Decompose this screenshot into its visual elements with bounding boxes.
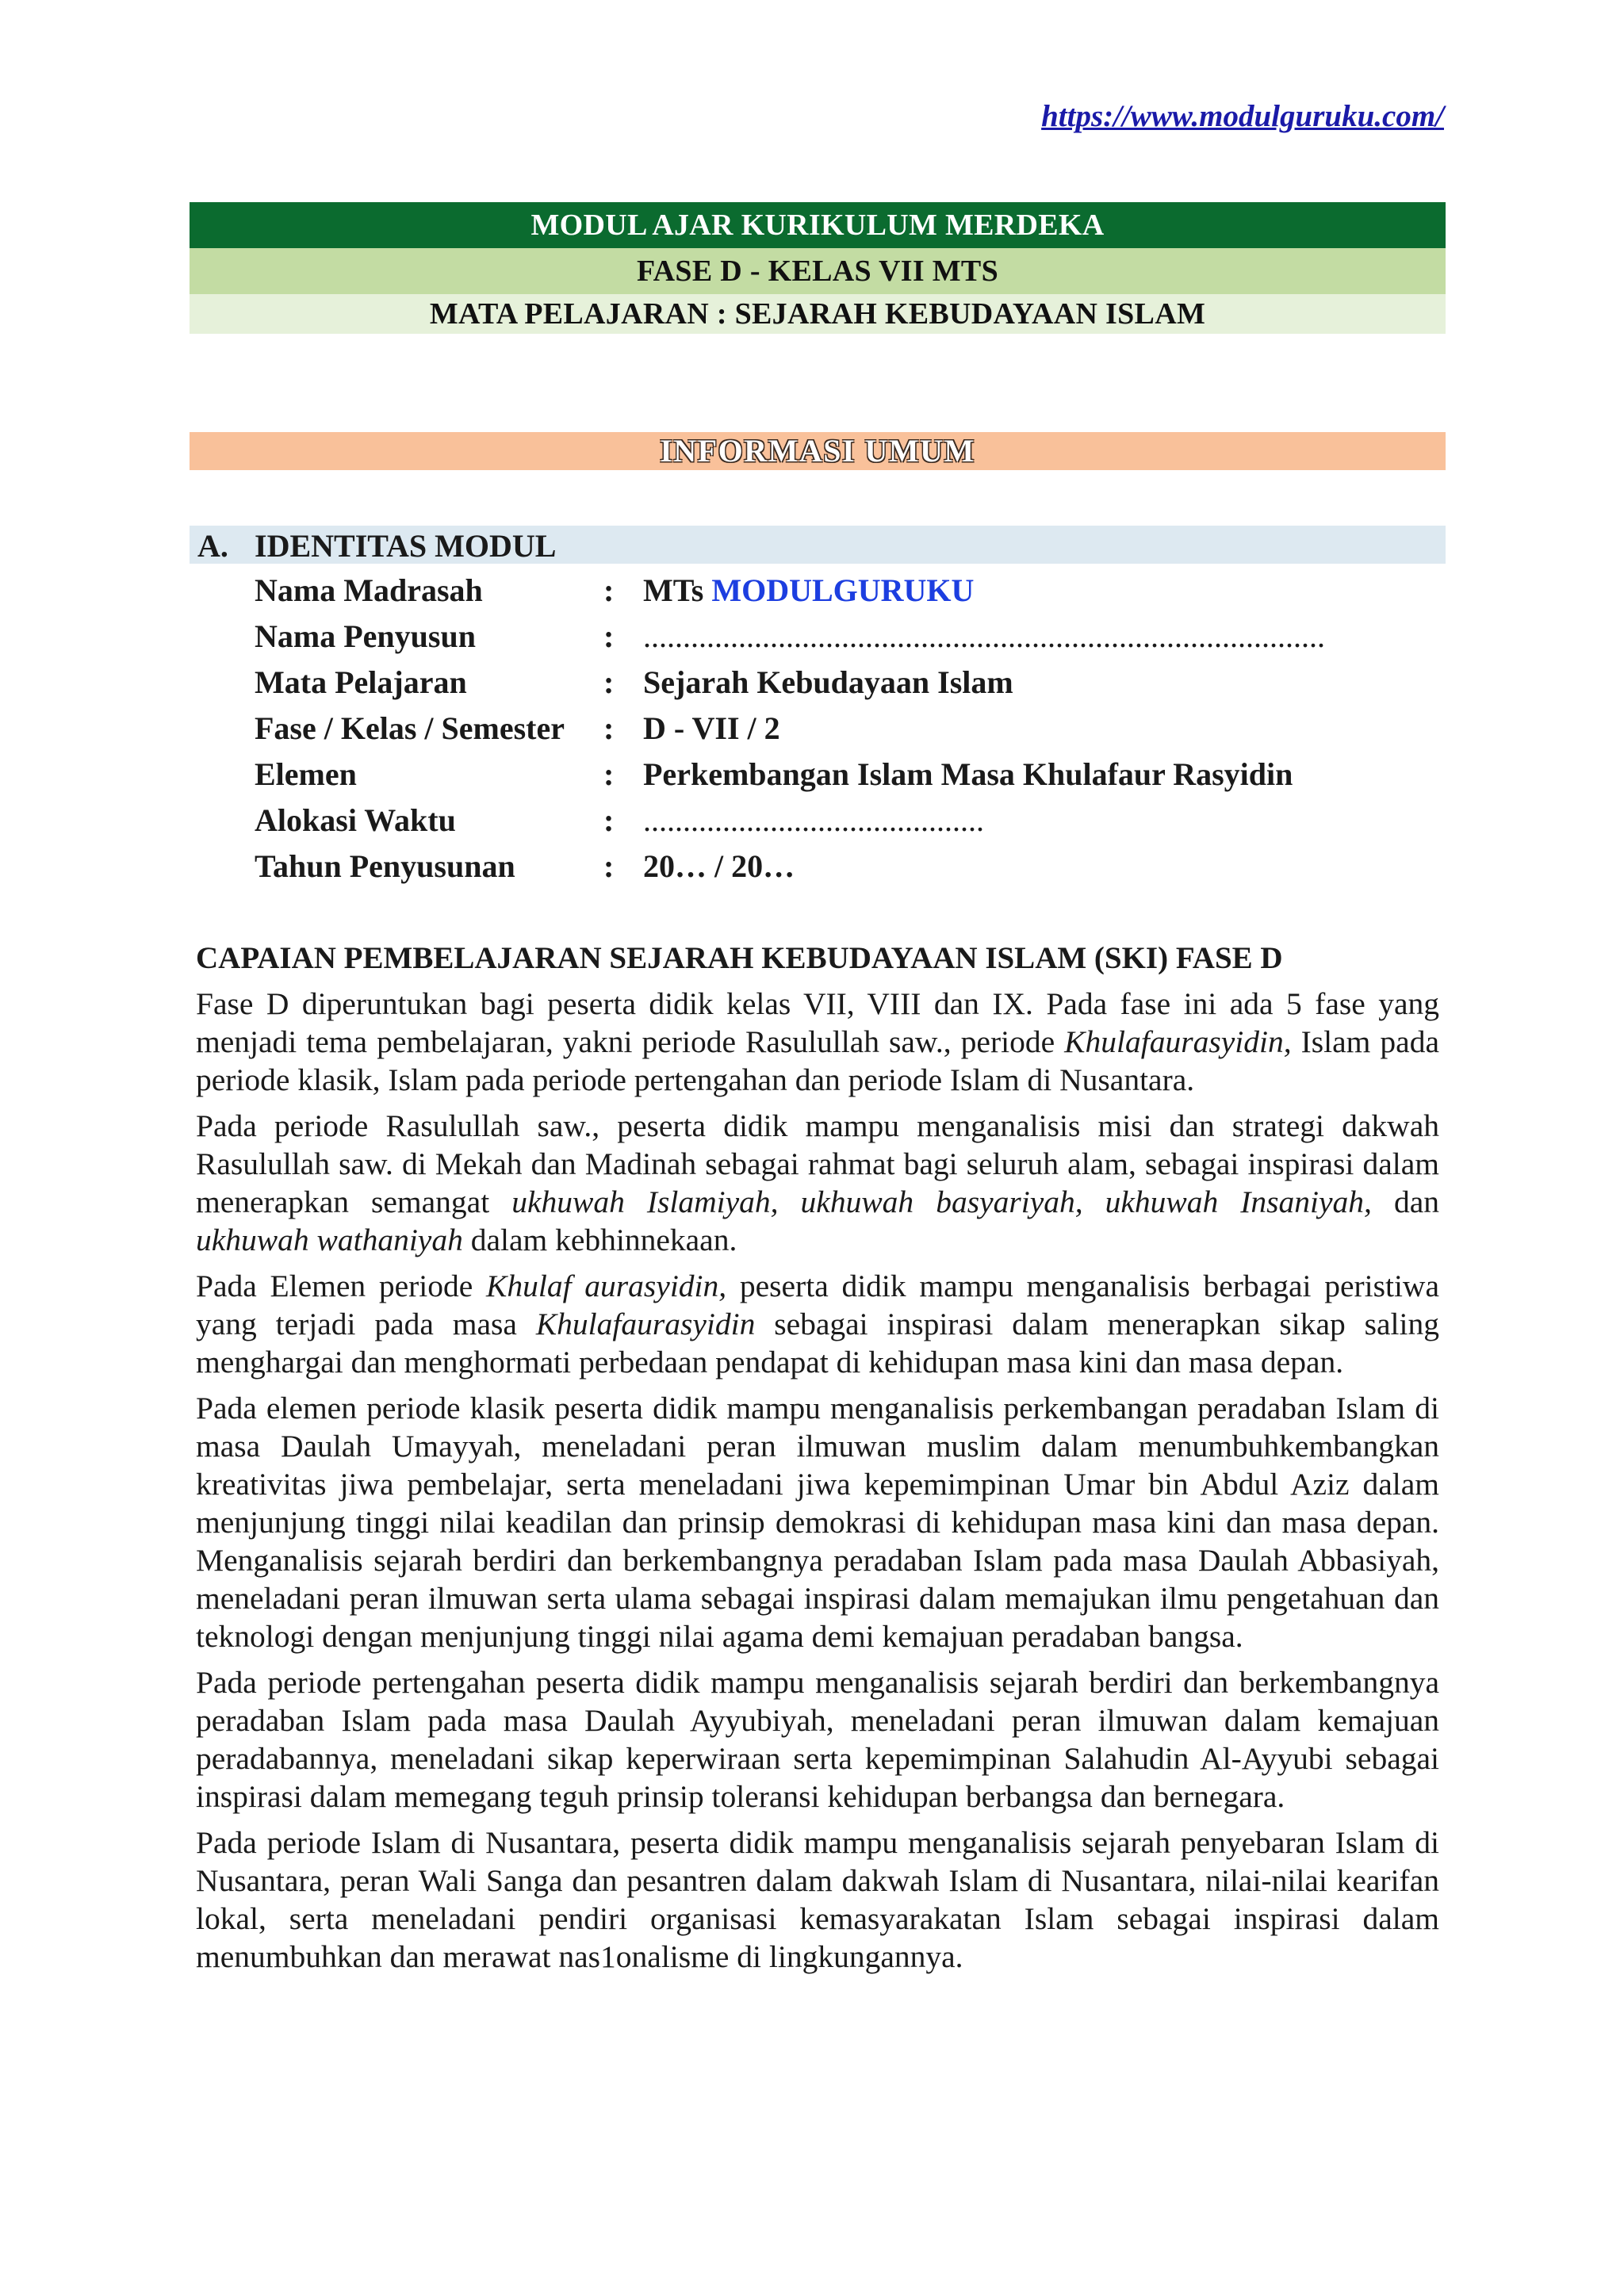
text-run: Pada periode Rasulullah saw., peserta didik mampu menganalisis misi dan strategi dakwah Rasulullah saw. di Mekah dan Madinah sebagai rahmat bagi seluruh alam, sebagai inspirasi dalam menerapkan semangat [196, 1108, 1439, 1219]
italic-term: Khulafaurasyidin [535, 1307, 756, 1341]
phase-class-band: FASE D - KELAS VII MTS [190, 248, 1446, 294]
italic-term: ukhuwah wathaniyah [196, 1223, 463, 1257]
identity-label: Nama Madrasah [255, 572, 483, 608]
section-title: IDENTITAS MODUL [255, 528, 557, 564]
text-run: dalam kebhinnekaan. [462, 1223, 737, 1257]
identity-colon: : [603, 618, 615, 654]
subject-band: MATA PELAJARAN : SEJARAH KEBUDAYAAN ISLAM [190, 294, 1446, 334]
text-run: Islam pada periode klasik, Islam pada periode pertengahan dan periode Islam di Nusantara. [196, 1024, 1439, 1097]
identity-colon: : [603, 664, 615, 700]
identity-label: Tahun Penyusunan [255, 848, 515, 884]
section-a-header [190, 526, 1446, 564]
identity-value: Sejarah Kebudayaan Islam [643, 664, 1013, 700]
italic-term: Khulafaurasyidin, [1064, 1024, 1292, 1059]
madrasah-prefix: MTs [643, 572, 712, 608]
identity-colon: : [603, 756, 615, 792]
identity-colon: : [603, 572, 615, 608]
paragraph: Pada elemen periode klasik peserta didik mampu menganalisis perkembangan peradaban Islam di masa Daulah Umayyah, meneladani peran ilmuwan muslim dalam menumbuhkembangkan kreativitas jiwa pembelajar, serta meneladani jiwa kepemimpinan Umar bin Abdul Aziz dalam menjunjung tinggi nilai keadilan dan prinsip demokrasi di kehidupan masa kini dan masa depan. Menganalisis sejarah berdiri dan berkembangnya peradaban Islam pada masa Daulah Abbasiyah, meneladani peran ilmuwan serta ulama sebagai inspirasi dalam memajukan ilmu pengetahuan dan teknologi dengan menjunjung tinggi nilai agama demi kemajuan peradaban bangsa. [196, 1391, 1439, 1654]
identity-value [643, 568, 974, 614]
text-run: Fase D diperuntukan bagi peserta didik kelas VII, VIII dan IX. Pada fase ini ada 5 fase yang menjadi tema pembelajaran, yakni periode Rasulullah saw., periode [196, 986, 1439, 1059]
text-run: sebagai inspirasi dalam menerapkan sikap saling menghargai dan menghormati perbedaan pendapat di kehidupan masa kini dan masa depan. [196, 1307, 1439, 1380]
italic-term: ukhuwah Islamiyah, ukhuwah basyariyah, ukhuwah Insaniyah, [511, 1184, 1372, 1219]
identity-label: Mata Pelajaran [255, 664, 467, 700]
madrasah-brand: MODULGURUKU [711, 572, 975, 608]
paragraph: Pada periode Islam di Nusantara, peserta didik mampu menganalisis sejarah penyebaran Islam di Nusantara, peran Wali Sanga dan pesantren dalam dakwah Islam di Nusantara, nilai-nilai kearifan lokal, serta meneladani pendiri organisasi kemasyarakatan Islam sebagai inspirasi dalam menumbuhkan dan merawat nas1onalisme di lingkungannya. [196, 1825, 1439, 1974]
informasi-umum-heading: INFORMASI UMUM [190, 432, 1446, 470]
module-title-band: MODUL AJAR KURIKULUM MERDEKA [190, 202, 1446, 248]
identity-label: Alokasi Waktu [255, 802, 456, 838]
identity-value: Perkembangan Islam Masa Khulafaur Rasyidin [643, 756, 1293, 792]
identity-value: ........................................... [643, 802, 984, 838]
text-run: Pada Elemen periode [196, 1269, 487, 1303]
identity-colon: : [603, 802, 615, 838]
identity-label: Fase / Kelas / Semester [255, 710, 565, 746]
paragraph [196, 1267, 1439, 1381]
paragraph [196, 985, 1439, 1099]
website-url-link[interactable]: https://www.modulguruku.com/ [1041, 99, 1444, 133]
identity-label: Nama Penyusun [255, 618, 476, 654]
paragraph [196, 1107, 1439, 1259]
identity-colon: : [603, 848, 615, 884]
text-run: dan [1371, 1184, 1439, 1219]
identity-value: D - VII / 2 [643, 710, 780, 746]
identity-value: ...................................................................................... [643, 618, 1325, 654]
italic-term: Khulaf aurasyidin, [486, 1269, 727, 1303]
text-run: peserta didik mampu menganalisis berbagai peristiwa yang terjadi pada masa [196, 1269, 1439, 1341]
paragraph: Pada periode pertengahan peserta didik mampu menganalisis sejarah berdiri dan berkembangnya peradaban Islam pada masa Daulah Ayyubiyah, meneladani peran ilmuwan dalam kemajuan peradabannya, meneladani sikap keperwiraan serta kepemimpinan Salahudin Al-Ayyubi sebagai inspirasi dalam memegang teguh prinsip toleransi kehidupan berbangsa dan bernegara. [196, 1665, 1439, 1814]
section-letter: A. [197, 528, 228, 564]
identity-colon: : [603, 710, 615, 746]
identity-value: 20… / 20… [643, 848, 795, 884]
capaian-title: CAPAIAN PEMBELAJARAN SEJARAH KEBUDAYAAN ISLAM (SKI) FASE D [196, 941, 1283, 975]
identity-label: Elemen [255, 756, 357, 792]
capaian-body [196, 985, 1439, 1984]
